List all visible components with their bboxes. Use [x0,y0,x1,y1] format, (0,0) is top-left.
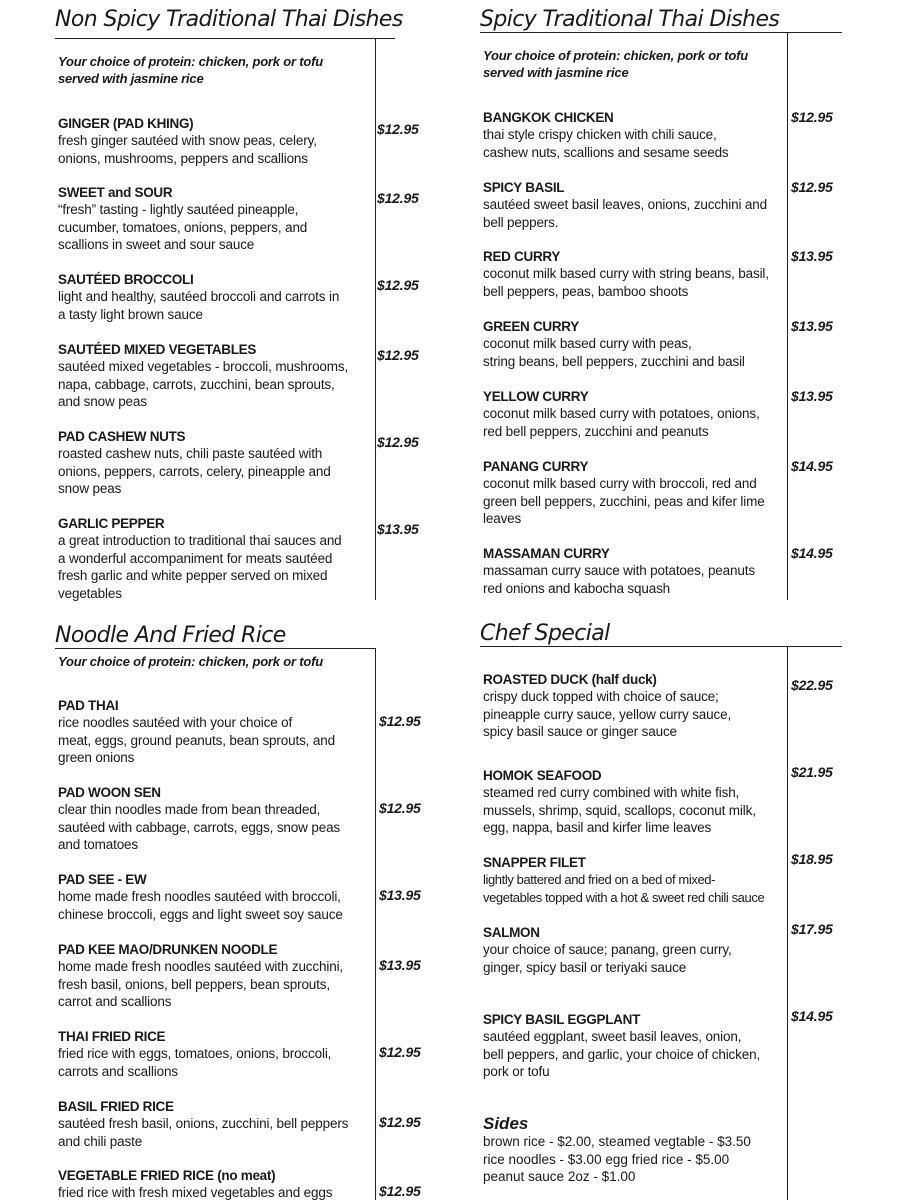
item-description: steamed red curry combined with white fish, mussels, shrimp, squid, scallops, coconut milk, egg, nappa, basil and kirfer lime leaves [483,785,756,835]
item-name: YELLOW CURRY [483,389,589,404]
item-price: $12.95 [379,1114,421,1130]
item-name: THAI FRIED RICE [58,1029,166,1044]
menu-item [58,941,343,1011]
item-price: $13.95 [377,521,419,537]
sides-line: peanut sauce 2oz - $1.00 [483,1169,636,1184]
item-name: BANGKOK CHICKEN [483,110,614,125]
item-price: $12.95 [379,1044,421,1060]
item-name: SAUTÉED BROCCOLI [58,272,194,287]
menu-item [58,515,342,602]
section-title: Non Spicy Traditional Thai Dishes [55,7,403,32]
item-description: coconut milk based curry with broccoli, red and green bell peppers, zucchini, peas and kifer lime leaves [483,476,765,526]
price-column-divider [787,32,788,600]
item-description: sautéed mixed vegetables - broccoli, mushrooms, napa, cabbage, carrots, zucchini, bean sprouts, and snow peas [58,359,349,409]
item-price: $12.95 [377,190,419,206]
item-description: massaman curry sauce with potatoes, peanuts red onions and kabocha squash [483,563,755,596]
item-name: SWEET and SOUR [58,185,173,200]
menu-item [58,271,339,323]
menu-item [58,871,343,923]
item-name: VEGETABLE FRIED RICE (no meat) [58,1168,276,1183]
section-intro: Your choice of protein: chicken, pork or tofu served with jasmine rice [483,48,748,80]
item-price: $12.95 [791,179,833,195]
item-description: sautéed eggplant, sweet basil leaves, onion, bell peppers, and garlic, your choice of chicken, pork or tofu [483,1029,761,1079]
item-price: $12.95 [377,434,419,450]
item-price: $22.95 [791,677,833,693]
item-price: $14.95 [791,1008,833,1024]
menu-item [483,318,745,370]
item-description: clear thin noodles made from bean threaded, sautéed with cabbage, carrots, eggs, snow peas and tomatoes [58,802,341,852]
menu-item [483,854,764,906]
sides-line: rice noodles - $3.00 egg fried rice - $5.00 [483,1151,730,1167]
menu-item [58,697,335,767]
item-description: home made fresh noodles sautéed with broccoli, chinese broccoli, eggs and light sweet soy sauce [58,889,343,922]
menu-item [58,428,331,498]
item-name: RED CURRY [483,249,561,264]
item-price: $12.95 [791,109,833,125]
item-price: $14.95 [791,458,833,474]
item-price: $13.95 [791,388,833,404]
item-description: coconut milk based curry with potatoes, onions, red bell peppers, zucchini and peanuts [483,406,760,439]
item-description: fresh ginger sautéed with snow peas, celery, onions, mushrooms, peppers and scallions [58,133,317,166]
item-name: SAUTÉED MIXED VEGETABLES [58,342,257,357]
item-description: fried rice with fresh mixed vegetables and eggs [58,1185,333,1200]
price-column-divider [375,38,376,600]
item-name: PAD KEE MAO/DRUNKEN NOODLE [58,942,278,957]
section-intro: Your choice of protein: chicken, pork or tofu served with jasmine rice [58,54,323,86]
item-name: ROASTED DUCK (half duck) [483,672,657,687]
item-price: $13.95 [379,957,421,973]
menu-item [483,767,756,837]
item-name: SPICY BASIL [483,180,565,195]
menu-item [483,545,755,597]
item-price: $21.95 [791,764,833,780]
item-description: a great introduction to traditional thai sauces and a wonderful accompaniment for meats sautéed fresh garlic and white pepper served on mixed vegetables [58,533,342,601]
item-description: roasted cashew nuts, chili paste sautéed with onions, peppers, carrots, celery, pineapple and snow peas [58,446,331,496]
section-non-spicy [55,6,419,606]
item-name: PAD WOON SEN [58,785,161,800]
menu-item [58,115,317,167]
menu-item [483,109,729,161]
item-description: light and healthy, sautéed broccoli and carrots in a tasty light brown sauce [58,289,340,322]
item-price: $13.95 [791,318,833,334]
item-description: your choice of sauce; panang, green curry, ginger, spicy basil or teriyaki sauce [483,942,732,975]
menu-item [483,671,731,741]
section-title: Noodle And Fried Rice [55,623,286,648]
item-description: coconut milk based curry with string beans, basil, bell peppers, peas, bamboo shoots [483,266,769,299]
item-name: GINGER (PAD KHING) [58,116,194,131]
item-price: $12.95 [377,121,419,137]
item-description: sautéed fresh basil, onions, zucchini, bell peppers and chili paste [58,1116,349,1149]
menu-item [58,1167,332,1202]
sides-list [483,1133,751,1186]
section-noodle-fried-rice [55,622,421,1200]
section-title: Spicy Traditional Thai Dishes [480,7,780,32]
item-description: lightly battered and fried on a bed of mixed- vegetables topped with a hot & sweet red chili sauce [483,872,765,905]
price-column-divider [375,648,376,1200]
item-description: home made fresh noodles sautéed with zucchini, fresh basil, onions, bell peppers, bean sprouts, carrot and scallions [58,959,344,1009]
sides-line: brown rice - $2.00, steamed vegtable - $3.50 [483,1134,751,1149]
section-intro: Your choice of protein: chicken, pork or tofu [58,654,323,669]
title-underline [55,648,375,649]
item-name: HOMOK SEAFOOD [483,768,602,783]
item-description: coconut milk based curry with peas, string beans, bell peppers, zucchini and basil [483,336,745,369]
item-description: fried rice with eggs, tomatoes, onions, broccoli, carrots and scallions [58,1046,332,1079]
price-column-divider [787,646,788,1200]
item-name: SALMON [483,925,540,940]
item-price: $14.95 [791,545,833,561]
item-price: $12.95 [377,347,419,363]
menu-item [483,248,769,300]
sides-title: Sides [483,1114,529,1133]
item-name: PAD CASHEW NUTS [58,429,186,444]
item-description: rice noodles sautéed with your choice of meat, eggs, ground peanuts, bean sprouts, and green onions [58,715,335,765]
menu-item [58,184,307,254]
item-name: PAD THAI [58,698,119,713]
item-name: BASIL FRIED RICE [58,1099,174,1114]
item-price: $13.95 [379,887,421,903]
item-name: GARLIC PEPPER [58,516,165,531]
menu-item [58,1028,331,1080]
item-price: $17.95 [791,921,833,937]
item-description: sautéed sweet basil leaves, onions, zucchini and bell peppers. [483,197,767,230]
item-name: PANANG CURRY [483,459,589,474]
menu-item [58,1098,348,1150]
menu-item [58,784,340,854]
item-name: MASSAMAN CURRY [483,546,610,561]
item-price: $12.95 [379,713,421,729]
item-description: “fresh” tasting - lightly sautéed pineapple, cucumber, tomatoes, onions, peppers, and scallions in sweet and sour sauce [58,202,308,252]
item-name: GREEN CURRY [483,319,579,334]
item-price: $13.95 [791,248,833,264]
item-name: SPICY BASIL EGGPLANT [483,1012,641,1027]
item-price: $12.95 [379,800,421,816]
title-underline [55,38,395,39]
item-price: $12.95 [377,277,419,293]
menu-item [58,341,348,411]
item-name: PAD SEE - EW [58,872,147,887]
section-spicy [480,6,842,606]
menu-item [483,924,732,976]
menu-item [483,388,760,440]
item-description: crispy duck topped with choice of sauce; pineapple curry sauce, yellow curry sauce, spicy basil sauce or ginger sauce [483,689,732,739]
menu-item [483,1011,760,1081]
menu-item [483,179,767,231]
section-title: Chef Special [480,621,610,646]
item-price: $18.95 [791,851,833,867]
menu-item [483,458,765,528]
item-name: SNAPPER FILET [483,855,586,870]
item-price: $12.95 [379,1183,421,1199]
item-description: thai style crispy chicken with chili sauce, cashew nuts, scallions and sesame seeds [483,127,729,160]
section-chef-special [480,620,842,1200]
